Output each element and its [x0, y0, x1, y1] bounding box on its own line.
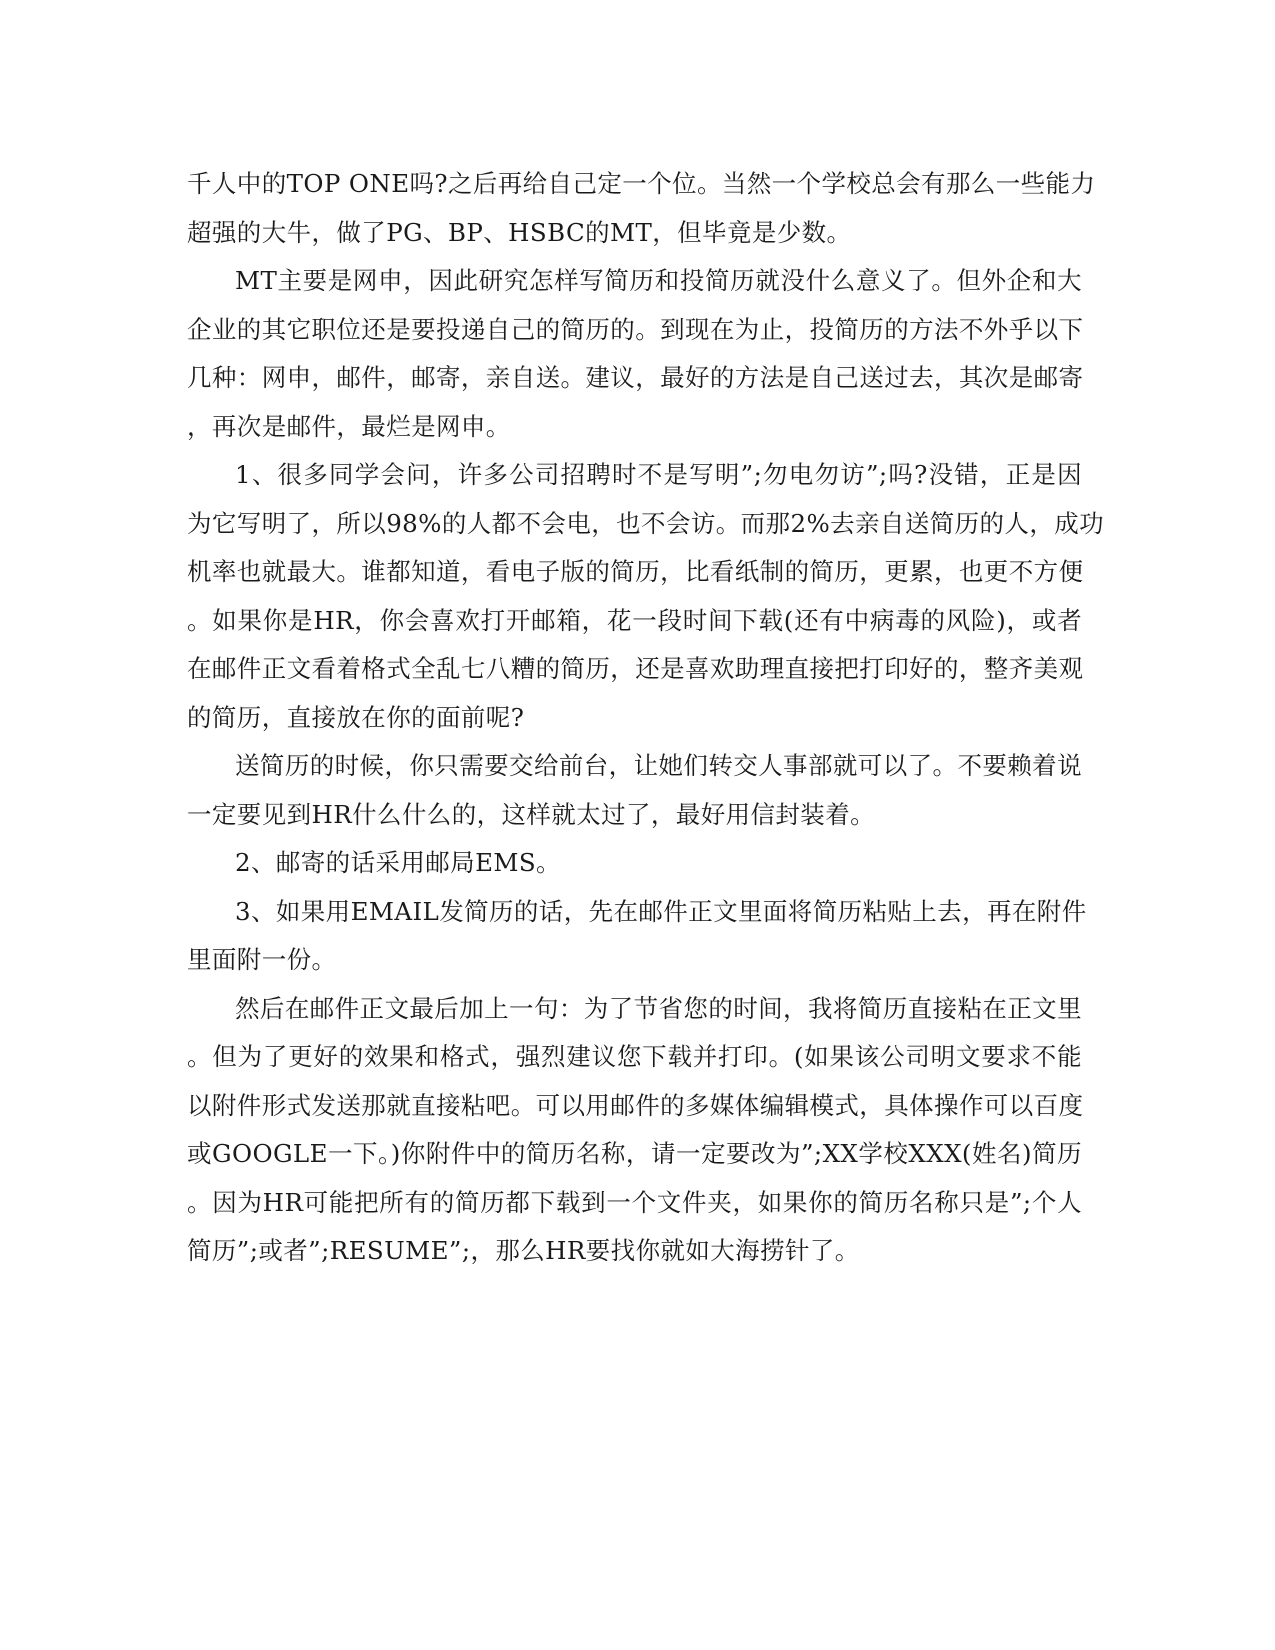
text-line: 3、如果用EMAIL发简历的话，先在邮件正文里面将简历粘贴上去，再在附件 — [235, 896, 1087, 926]
text-line: 几种：网申，邮件，邮寄，亲自送。建议，最好的方法是自己送过去，其次是邮寄 — [187, 363, 1084, 392]
text-line: 2、邮寄的话采用邮局EMS。 — [235, 848, 561, 877]
text-line: 简历”;或者”;RESUME”;，那么HR要找你就如大海捞针了。 — [187, 1236, 860, 1265]
text-line: 里面附一份。 — [187, 945, 337, 974]
text-line: 企业的其它职位还是要投递自己的简历的。到现在为止，投简历的方法不外乎以下 — [187, 314, 1084, 344]
text-line: 一定要见到HR什么什么的，这样就太过了，最好用信封装着。 — [187, 799, 876, 829]
text-line: ，再次是邮件，最烂是网申。 — [187, 411, 511, 441]
text-line: 为它写明了，所以98%的人都不会电，也不会访。而那2%去亲自送简历的人，成功 — [187, 508, 1105, 538]
text-line: 或GOOGLE一下。)你附件中的简历名称，请一定要改为”;XX学校XXX(姓名)简历 — [187, 1139, 1082, 1168]
text-line: 。如果你是HR，你会喜欢打开邮箱，花一段时间下载(还有中病毒的风险)，或者 — [187, 605, 1082, 635]
text-line: 送简历的时候，你只需要交给前台，让她们转交人事部就可以了。不要赖着说 — [235, 751, 1082, 780]
text-line: 以附件形式发送那就直接粘吧。可以用邮件的多媒体编辑模式，具体操作可以百度 — [187, 1090, 1084, 1120]
text-line: 。因为HR可能把所有的简历都下载到一个文件夹，如果你的简历名称只是”;个人 — [187, 1187, 1082, 1217]
text-line: 。但为了更好的效果和格式，强烈建议您下载并打印。(如果该公司明文要求不能 — [187, 1042, 1082, 1071]
text-line: 机率也就最大。谁都知道，看电子版的简历，比看纸制的简历，更累，也更不方便 — [187, 557, 1084, 586]
text-line: 然后在邮件正文最后加上一句：为了节省您的时间，我将简历直接粘在正文里 — [235, 993, 1082, 1023]
text-line: 超强的大牛，做了PG、BP、HSBC的MT，但毕竟是少数。 — [187, 217, 852, 247]
document-body — [187, 160, 1105, 1276]
text-line: 1、很多同学会问，许多公司招聘时不是写明”;勿电勿访”;吗?没错，正是因 — [235, 460, 1082, 489]
text-line: 的简历，直接放在你的面前呢? — [187, 702, 525, 732]
text-line: MT主要是网申，因此研究怎样写简历和投简历就没什么意义了。但外企和大 — [235, 266, 1082, 295]
text-line: 千人中的TOP ONE吗?之后再给自己定一个位。当然一个学校总会有那么一些能力 — [187, 169, 1096, 198]
text-line: 在邮件正文看着格式全乱七八糟的简历，还是喜欢助理直接把打印好的，整齐美观 — [187, 654, 1084, 683]
